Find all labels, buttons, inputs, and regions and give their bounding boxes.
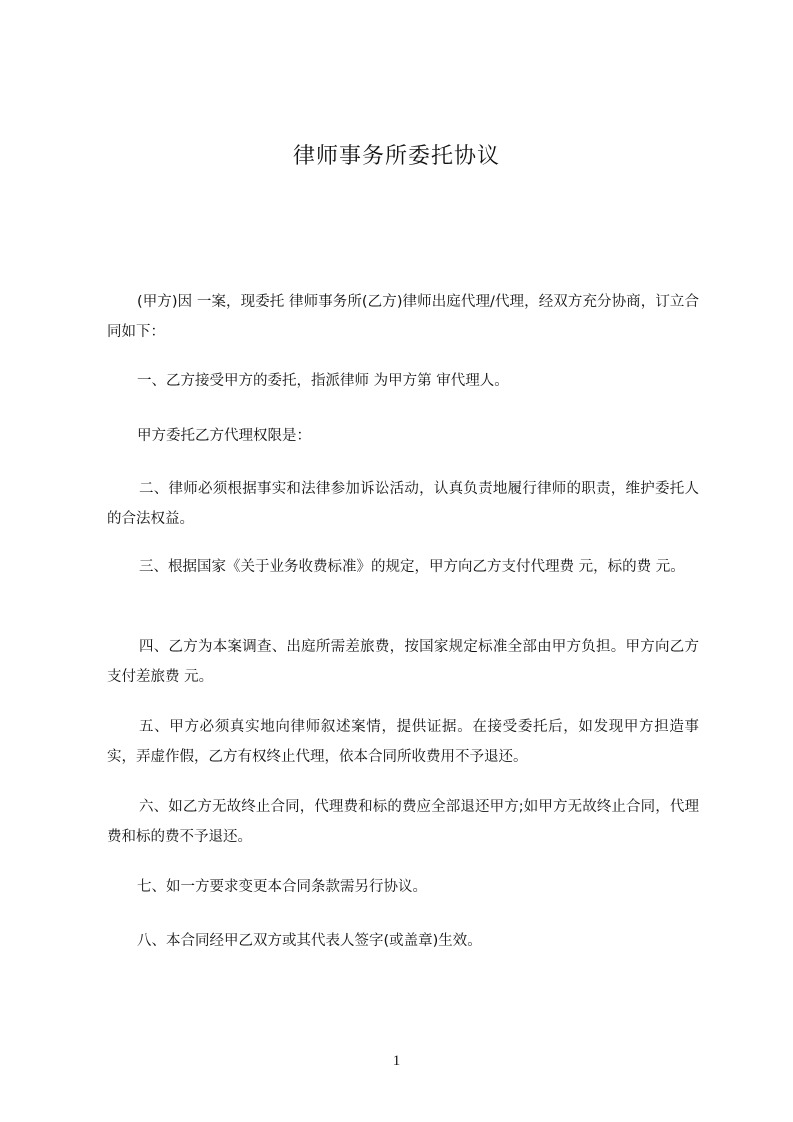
clause-2-paragraph: 二、律师必须根据事实和法律参加诉讼活动，认真负责地履行律师的职责，维护委托人的合法权益。 [107, 481, 699, 527]
clause-6-paragraph: 六、如乙方无故终止合同，代理费和标的费应全部退还甲方;如甲方无故终止合同，代理费和标的费不予退还。 [107, 799, 699, 845]
authority-paragraph: 甲方委托乙方代理权限是： [137, 428, 311, 444]
clause-4-paragraph: 四、乙方为本案调查、出庭所需差旅费，按国家规定标准全部由甲方负担。甲方向乙方支付差旅费 元。 [107, 639, 699, 685]
clause-7-paragraph: 七、如一方要求变更本合同条款需另行协议。 [137, 879, 427, 895]
document-title: 律师事务所委托协议 [292, 144, 500, 169]
clause-5-paragraph: 五、甲方必须真实地向律师叙述案情，提供证据。在接受委托后，如发现甲方担造事实，弄虚作假，乙方有权终止代理，依本合同所收费用不予退还。 [107, 719, 699, 765]
page-number: 1 [392, 1053, 401, 1069]
preamble-paragraph: (甲方)因 一案，现委托 律师事务所(乙方)律师出庭代理/代理，经双方充分协商，订立合同如下： [107, 294, 699, 340]
clause-1-paragraph: 一、乙方接受甲方的委托，指派律师 为甲方第 审代理人。 [137, 373, 509, 389]
clause-8-paragraph: 八、本合同经甲乙双方或其代表人签字(或盖章)生效。 [137, 933, 482, 949]
clause-3-paragraph: 三、根据国家《关于业务收费标准》的规定，甲方向乙方支付代理费 元，标的费 元。 [139, 559, 685, 575]
